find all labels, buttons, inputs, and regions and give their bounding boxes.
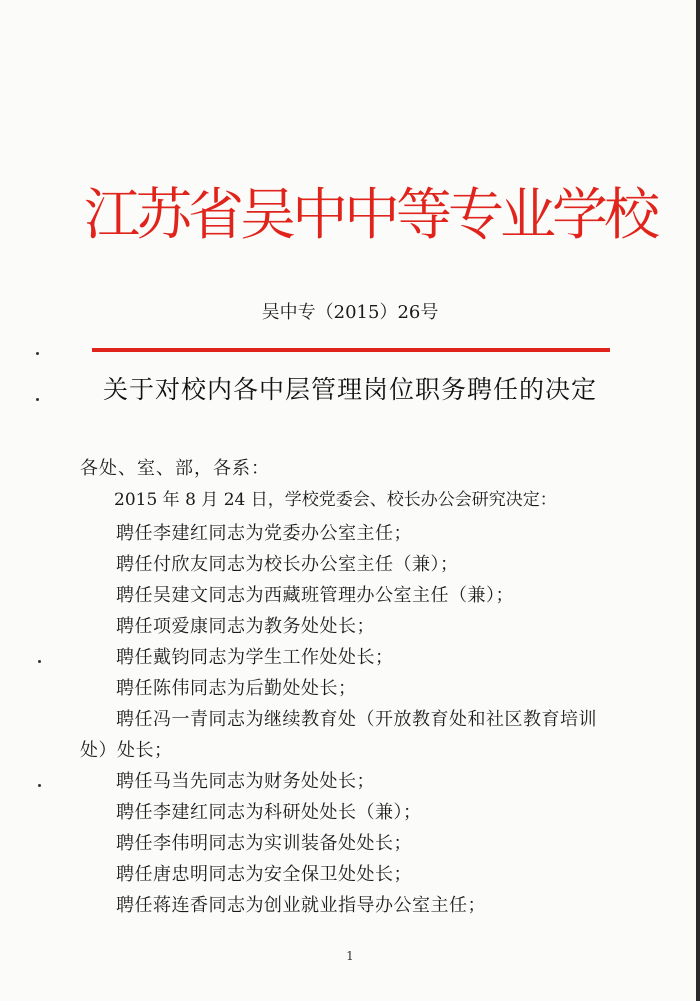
organization-title: 江苏省吴中中等专业学校 — [84, 183, 656, 248]
appointment-item: 聘任蒋连香同志为创业就业指导办公室主任； — [116, 895, 486, 916]
appointment-item: 聘任冯一青同志为继续教育处（开放教育处和社区教育培训处）处长； — [80, 709, 597, 761]
appointment-item: 聘任李建红同志为党委办公室主任； — [116, 523, 412, 544]
intro-paragraph: 2015 年 8 月 24 日，学校党委会、校长办公会研究决定： — [114, 490, 557, 510]
page-number: 1 — [346, 949, 354, 963]
scan-speck — [38, 660, 41, 663]
document-title: 关于对校内各中层管理岗位职务聘任的决定 — [102, 375, 597, 404]
appointment-item: 聘任陈伟同志为后勤处处长； — [116, 678, 357, 699]
salutation: 各处、室、部，各系： — [80, 458, 270, 479]
appointment-item: 聘任戴钧同志为学生工作处处长； — [116, 647, 394, 668]
appointment-item: 聘任李建红同志为科研处处长（兼）； — [116, 802, 422, 823]
appointment-item: 聘任唐忠明同志为安全保卫处处长； — [116, 864, 412, 885]
appointment-item: 聘任付欣友同志为校长办公室主任（兼）； — [116, 554, 459, 575]
appointment-item: 聘任吴建文同志为西藏班管理办公室主任（兼）； — [116, 585, 514, 606]
scan-speck — [38, 784, 41, 787]
appointment-list — [80, 518, 620, 921]
document-number: 吴中专（2015）26号 — [261, 302, 439, 323]
red-divider-line — [92, 348, 610, 352]
scan-speck — [36, 398, 39, 401]
scan-speck — [36, 352, 39, 355]
appointment-item: 聘任李伟明同志为实训装备处处长； — [116, 833, 412, 854]
appointment-item: 聘任项爱康同志为教务处处长； — [116, 616, 375, 637]
appointment-item: 聘任马当先同志为财务处处长； — [116, 771, 375, 792]
